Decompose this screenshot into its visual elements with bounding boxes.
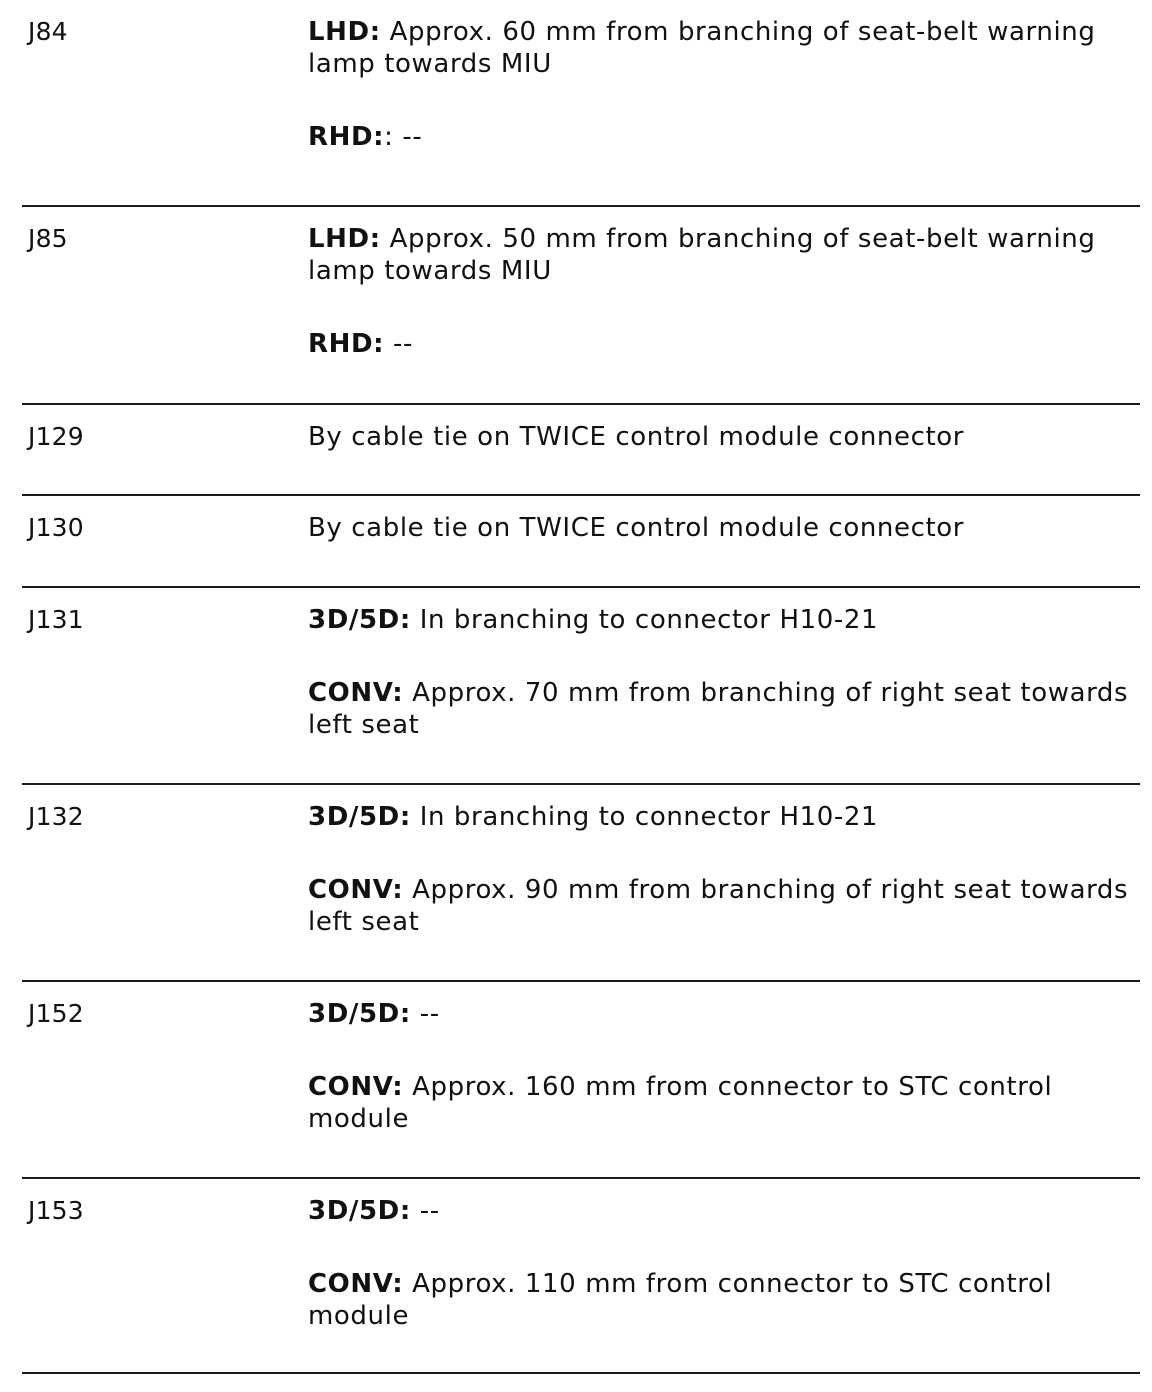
row-id: J129 [28, 422, 84, 451]
table-row [22, 403, 1140, 494]
description-paragraph [308, 1195, 1138, 1227]
description-paragraph [308, 16, 1138, 80]
description-paragraph [308, 1071, 1138, 1135]
description-text: In branching to connector H10-21 [410, 605, 879, 635]
table-row [22, 205, 1140, 403]
table-row [22, 783, 1140, 980]
description-text: : -- [384, 122, 423, 152]
row-description [308, 604, 1138, 741]
description-paragraph [308, 328, 1138, 360]
variant-label: CONV: [308, 678, 404, 708]
description-paragraph [308, 998, 1138, 1030]
row-id: J84 [28, 17, 68, 46]
description-text: Approx. 70 mm from branching of right seat towards left seat [308, 678, 1129, 740]
description-paragraph [308, 121, 1138, 153]
description-text: By cable tie on TWICE control module connector [308, 422, 965, 452]
variant-label: 3D/5D: [308, 1196, 411, 1226]
variant-label: RHD: [308, 329, 385, 359]
description-text: -- [410, 1196, 440, 1226]
description-text: Approx. 60 mm from branching of seat-belt warning lamp towards MIU [308, 17, 1096, 79]
row-description [308, 998, 1138, 1135]
table-row [22, 980, 1140, 1177]
description-paragraph [308, 512, 1138, 544]
description-text: In branching to connector H10-21 [410, 802, 879, 832]
table-row [22, 586, 1140, 783]
variant-label: CONV: [308, 1269, 404, 1299]
description-paragraph [308, 801, 1138, 833]
description-text: Approx. 160 mm from connector to STC control module [308, 1072, 1053, 1134]
connector-table [22, 0, 1140, 1374]
row-id: J130 [28, 513, 84, 542]
description-text: By cable tie on TWICE control module connector [308, 513, 965, 543]
row-description [308, 16, 1138, 153]
table-row [22, 0, 1140, 205]
row-description [308, 223, 1138, 360]
description-paragraph [308, 421, 1138, 453]
variant-label: 3D/5D: [308, 802, 411, 832]
variant-label: CONV: [308, 1072, 404, 1102]
row-description [308, 512, 1138, 544]
table-row [22, 1177, 1140, 1374]
table-row [22, 494, 1140, 586]
row-description [308, 421, 1138, 453]
description-text: Approx. 90 mm from branching of right seat towards left seat [308, 875, 1129, 937]
description-text: Approx. 110 mm from connector to STC control module [308, 1269, 1053, 1331]
row-id: J131 [28, 605, 84, 634]
row-id: J152 [28, 999, 84, 1028]
row-description [308, 1195, 1138, 1332]
description-paragraph [308, 874, 1138, 938]
row-description [308, 801, 1138, 938]
row-id: J153 [28, 1196, 84, 1225]
description-paragraph [308, 677, 1138, 741]
variant-label: RHD: [308, 122, 385, 152]
variant-label: 3D/5D: [308, 605, 411, 635]
description-paragraph [308, 223, 1138, 287]
variant-label: LHD: [308, 224, 381, 254]
row-id: J85 [28, 224, 68, 253]
description-text: -- [410, 999, 440, 1029]
description-text: Approx. 50 mm from branching of seat-belt warning lamp towards MIU [308, 224, 1096, 286]
variant-label: CONV: [308, 875, 404, 905]
variant-label: 3D/5D: [308, 999, 411, 1029]
row-id: J132 [28, 802, 84, 831]
description-paragraph [308, 604, 1138, 636]
description-text: -- [384, 329, 414, 359]
description-paragraph [308, 1268, 1138, 1332]
variant-label: LHD: [308, 17, 381, 47]
